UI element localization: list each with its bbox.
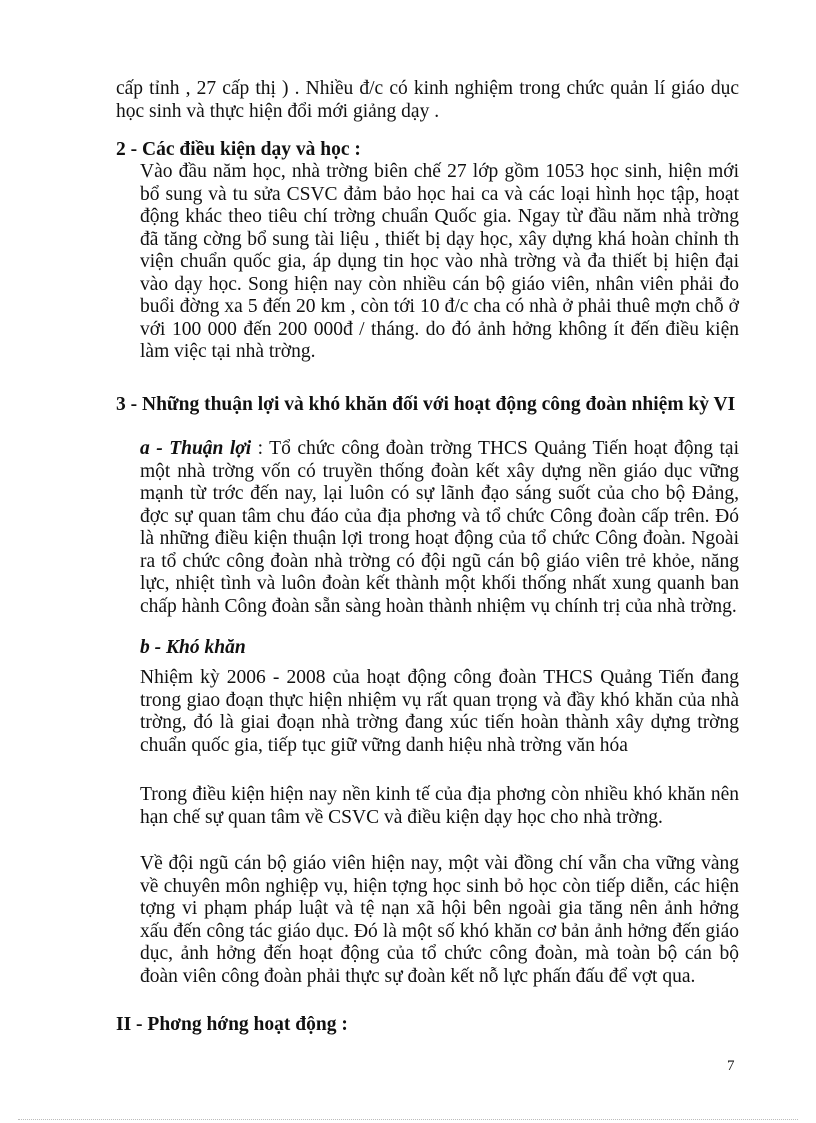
advantages-text: : Tổ chức công đoàn trờng THCS Quảng Tiến hoạt động tại một nhà trờng vốn có truyền thống đoàn kết xây dựng nền giáo dục vững mạnh từ trớc đến nay, lại luôn có sự lãnh đạo sáng suốt của cho bộ Đảng, đợc sự quan tâm chu đáo của địa phơng và tổ chức Công đoàn cấp trên. Đó là những điều kiện thuận lợi trong hoạt động của tổ chức Công đoàn. Ngoài ra tổ chức công đoàn nhà trờng có đội ngũ cán bộ giáo viên trẻ khỏe, năng lực, nhiệt tình và luôn đoàn kết thành một khối thống nhất xung quanh ban chấp hành Công đoàn sẵn sàng hoàn thành nhiệm vụ chính trị của nhà trờng. <box>140 438 739 617</box>
section-2-heading: 2 - Các điều kiện dạy và học : <box>116 139 361 160</box>
section-2-body: Vào đầu năm học, nhà trờng biên chế 27 lớp gồm 1053 học sinh, hiện mới bổ sung và tu sửa CSVC đảm bảo học hai ca và các loại hình học tập, hoạt động khác theo tiêu chí trờng chuẩn Quốc gia. Ngay từ đầu năm nhà trờng đã tăng cờng bổ sung tài liệu , thiết bị dạy học, xây dựng khá hoàn chỉnh th viện chuẩn quốc gia, áp dụng tin học vào nhà trờng và đa thiết bị hiện đại vào dạy học. Song hiện nay còn nhiều cán bộ giáo viên, nhân viên phải đo buổi đờng xa 5 đến 20 km , còn tới 10 đ/c cha có nhà ở phải thuê mợn chỗ ở với 100 000 đến 200 000đ / tháng. do đó ảnh hởng không ít đến điều kiện làm việc tại nhà trờng. <box>140 161 739 362</box>
difficulties-paragraph-2: Trong điều kiện hiện nay nền kinh tế của địa phơng còn nhiều khó khăn nên hạn chế sự quan tâm về CSVC và điều kiện dạy học cho nhà trờng. <box>140 784 739 828</box>
intro-paragraph: cấp tỉnh , 27 cấp thị ) . Nhiều đ/c có kinh nghiệm trong chức quản lí giáo dục học sinh và thực hiện đổi mới giảng dạy . <box>116 78 739 122</box>
section-3-heading: 3 - Những thuận lợi và khó khăn đối với hoạt động công đoàn nhiệm kỳ VI <box>116 394 736 415</box>
page-number: 7 <box>727 1058 735 1074</box>
section-II-heading: II - Phơng hớng hoạt động : <box>116 1014 348 1035</box>
difficulties-label: b - Khó khăn <box>140 637 246 658</box>
difficulties-paragraph-3: Về đội ngũ cán bộ giáo viên hiện nay, một vài đồng chí vẫn cha vững vàng về chuyên môn nghiệp vụ, hiện tợng học sinh bỏ học còn tiếp diễn, các hiện tợng vi phạm pháp luật và tệ nạn xã hội bên ngoài gia tăng nên ảnh hởng xấu đến công tác giáo dục. Đó là một số khó khăn cơ bản ảnh hởng đến giáo dục, ảnh hởng đến hoạt động của tổ chức công đoàn, mà toàn bộ cán bộ đoàn viên công đoàn phải thực sự đoàn kết nỗ lực phấn đấu để vợt qua. <box>140 853 739 987</box>
advantages-label: a - Thuận lợi <box>140 438 252 459</box>
page-bottom-divider <box>18 1119 798 1120</box>
difficulties-paragraph-1: Nhiệm kỳ 2006 - 2008 của hoạt động công đoàn THCS Quảng Tiến đang trong giao đoạn thực hiện nhiệm vụ rất quan trọng và đầy khó khăn của nhà trờng, đó là giai đoạn nhà trờng đang xúc tiến hoàn thành xây dựng trờng chuẩn quốc gia, tiếp tục giữ vững danh hiệu nhà trờng văn hóa <box>140 667 739 756</box>
advantages-paragraph <box>140 438 739 618</box>
